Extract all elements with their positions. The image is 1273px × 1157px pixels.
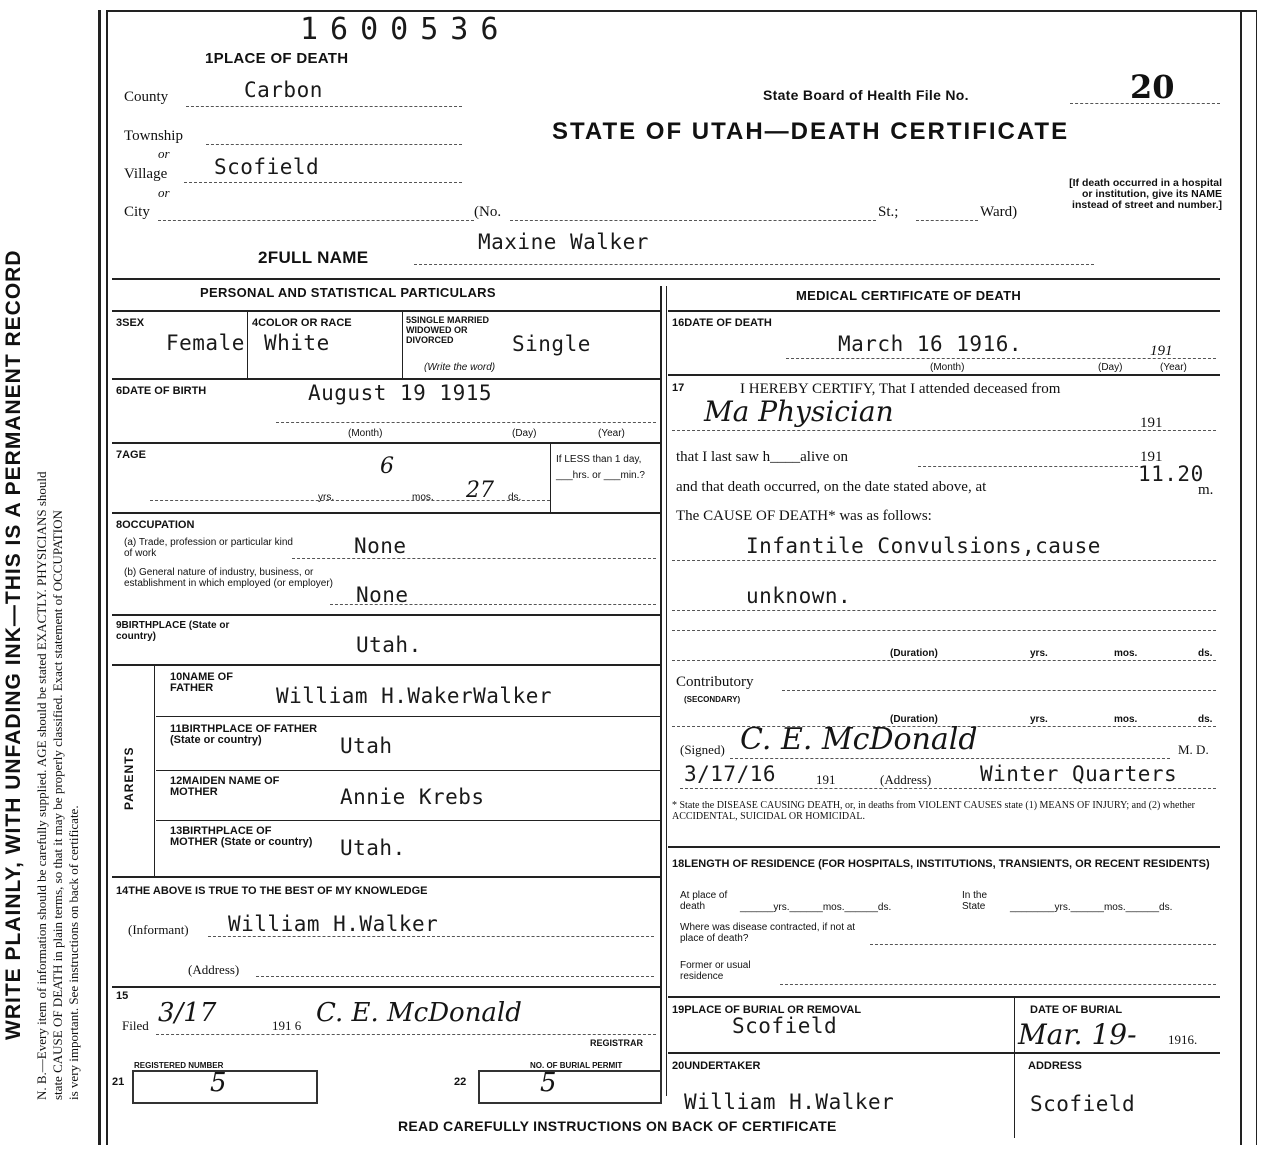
mother-value: Annie Krebs (340, 785, 485, 809)
dob-line (276, 422, 656, 423)
hospital-note: [If death occurred in a hospital or institution, give its NAME instead of street and number.] (1069, 177, 1222, 211)
st-label: St.; (878, 204, 899, 220)
certify-line (672, 430, 1216, 431)
undertaker-address-value: Scofield (1030, 1092, 1136, 1116)
med-row-rule-2 (668, 846, 1220, 848)
instructions-line-3: is very important. See instructions on back of certificate. (66, 805, 81, 1100)
dob-day: (Day) (512, 428, 537, 439)
center-divider-2 (666, 286, 667, 1096)
residence-label: 18LENGTH OF RESIDENCE (FOR HOSPITALS, INSTITUTIONS, TRANSIENTS, OR RECENT RESIDENTS) (672, 858, 1210, 870)
registered-number-label: REGISTERED NUMBER (134, 1061, 224, 1070)
registered-number-value: 5 (210, 1068, 227, 1098)
certify-number: 17 (672, 382, 685, 394)
row-rule-3 (112, 512, 660, 514)
center-divider (660, 286, 662, 1096)
last-saw-text: that I last saw h____alive on (676, 449, 849, 465)
date-of-death-year: (Year) (1160, 362, 1187, 373)
age-line (150, 500, 550, 501)
file-stamp-number: 1600536 (300, 12, 511, 47)
last-saw-line (918, 466, 1138, 467)
duration-line (672, 660, 1216, 661)
burial-divider (1014, 998, 1015, 1138)
in-state-fields: ________yrs.______mos.______ds. (1010, 902, 1173, 913)
county-value: Carbon (244, 78, 323, 102)
or-label-2: or (158, 185, 170, 200)
personal-section-title: PERSONAL AND STATISTICAL PARTICULARS (200, 285, 496, 300)
certify-signature: Ma Physician (704, 395, 894, 428)
age-label: 7AGE (116, 449, 146, 461)
father-label: 10NAME OF FATHER (170, 671, 233, 694)
duration-label: (Duration) (890, 648, 938, 659)
age-mos: mos. (412, 492, 434, 503)
burial-permit-index: 22 (454, 1076, 467, 1088)
sex-color-divider (247, 312, 248, 378)
father-birthplace-value: Utah (340, 734, 393, 758)
ward-line (916, 220, 978, 221)
date-of-death-label: 16DATE OF DEATH (672, 317, 772, 329)
former-residence-label: Former or usual residence (680, 960, 751, 982)
date-of-death-value: March 16 1916. (838, 332, 1023, 356)
right-border (1240, 10, 1242, 1145)
city-line (158, 220, 474, 221)
signed-address-line (680, 788, 1216, 789)
color-label: 4COLOR OR RACE (252, 317, 352, 329)
instructions-line-2: state CAUSE OF DEATH in plain terms, so that it may be properly classified. Exact statement of OCCUPATION (50, 510, 65, 1100)
informant-heading: 14THE ABOVE IS TRUE TO THE BEST OF MY KNOWLEDGE (116, 885, 428, 897)
date-of-death-month: (Month) (930, 362, 965, 373)
father-bp-rule (156, 770, 660, 771)
age-ds: ds. (508, 492, 522, 503)
age-days-value: 27 (466, 478, 494, 503)
village-line (184, 182, 462, 183)
permanent-record-notice: WRITE PLAINLY, WITH UNFADING INK—THIS IS A PERMANENT RECORD (2, 249, 25, 1040)
mother-label: 12MAIDEN NAME OF MOTHER (170, 775, 280, 798)
sex-value: Female (166, 331, 245, 355)
death-time-m: m. (1198, 482, 1214, 498)
at-place-label: At place of death (680, 890, 728, 912)
village-value: Scofield (214, 155, 320, 179)
burial-place-value: Scofield (732, 1014, 838, 1038)
filed-label: Filed (122, 1018, 149, 1033)
former-residence-line (780, 984, 1216, 985)
burial-place-label: 19PLACE OF BURIAL OR REMOVAL (672, 1004, 862, 1016)
or-label-1: or (158, 146, 170, 161)
signed-address-label: (Address) (880, 772, 932, 787)
marital-label: 5SINGLE MARRIED WIDOWED OR DIVORCED (406, 315, 490, 345)
row-rule-5 (112, 664, 660, 666)
contributory-label: Contributory (676, 674, 754, 690)
row-rule-1 (112, 378, 660, 380)
med-row-rule-1 (668, 374, 1220, 376)
full-name-line (414, 264, 1094, 265)
row-rule-7 (112, 986, 660, 988)
undertaker-label: 20UNDERTAKER (672, 1060, 761, 1072)
grid-top-line (112, 278, 1220, 280)
filed-value: 3/17 (158, 998, 217, 1028)
informant-address-line (256, 976, 654, 977)
cause-value-2: unknown. (746, 584, 852, 608)
mother-birthplace-label: 13BIRTHPLACE OF MOTHER (State or country) (170, 825, 313, 848)
township-label: Township (124, 128, 183, 144)
filed-year: 191 6 (272, 1018, 302, 1033)
township-line (206, 144, 462, 145)
full-name-label: 2FULL NAME (258, 248, 369, 267)
signed-191: 191 (816, 772, 836, 787)
duration-mos: mos. (1114, 648, 1138, 659)
state-board-value: 20 (1130, 68, 1175, 106)
color-value: White (264, 331, 330, 355)
medical-title-rule (668, 310, 1220, 312)
marital-note: (Write the word) (424, 362, 496, 373)
where-contracted-label: Where was disease contracted, if not at place of death? (680, 922, 856, 944)
right-border-outer (1256, 10, 1257, 1145)
birthplace-value: Utah. (356, 633, 422, 657)
occupation-a-line (292, 558, 656, 559)
occupation-b-label: (b) General nature of industry, business, or establishment in which employed (or employer) (124, 567, 333, 589)
age-months-value: 6 (380, 454, 394, 479)
med-row-rule-4 (668, 1052, 1220, 1054)
occupation-b-value: None (356, 583, 409, 607)
signed-signature: C. E. McDonald (740, 722, 978, 757)
no-line (510, 220, 876, 221)
signed-address-value: Winter Quarters (980, 762, 1178, 786)
dob-year: (Year) (598, 428, 625, 439)
cause-line-3 (672, 630, 1216, 631)
signed-label: (Signed) (680, 742, 725, 757)
parents-label: PARENTS (122, 746, 136, 810)
ward-label: Ward) (980, 204, 1018, 220)
informant-line (208, 936, 654, 937)
informant-label: (Informant) (128, 922, 189, 937)
cause-label: The CAUSE OF DEATH* was as follows: (676, 508, 932, 524)
informant-address-label: (Address) (188, 962, 240, 977)
instructions-line-1: N. B.—Every item of information should be carefully supplied. AGE should be stated EXACTLY. PHYSICIANS should (34, 471, 49, 1100)
city-label: City (124, 204, 150, 220)
full-name-value: Maxine Walker (478, 230, 649, 254)
secondary-label: (SECONDARY) (684, 695, 741, 704)
burial-date-value: Mar. 19- (1018, 1018, 1137, 1051)
burial-date-year: 1916. (1168, 1032, 1198, 1047)
dob-value: August 19 1915 (308, 381, 493, 405)
marital-value: Single (512, 332, 591, 356)
dob-label: 6DATE OF BIRTH (116, 385, 207, 397)
certify-191: 191 (1140, 415, 1163, 431)
contributory-duration-mos: mos. (1114, 714, 1138, 725)
burial-permit-value: 5 (540, 1068, 557, 1098)
burial-permit-label: NO. OF BURIAL PERMIT (530, 1061, 623, 1070)
footer-instructions: READ CAREFULLY INSTRUCTIONS ON BACK OF CERTIFICATE (398, 1118, 837, 1134)
county-line (186, 106, 462, 107)
contributory-duration-yrs: yrs. (1030, 714, 1048, 725)
burial-permit-box (478, 1070, 662, 1104)
village-label: Village (124, 166, 168, 182)
county-label: County (124, 89, 169, 105)
med-row-rule-3 (668, 996, 1220, 998)
date-of-death-line (786, 358, 1216, 359)
filed-line (156, 1034, 656, 1035)
dob-month: (Month) (348, 428, 383, 439)
state-board-label: State Board of Health File No. (763, 87, 969, 103)
mother-birthplace-value: Utah. (340, 836, 406, 860)
outer-left-border (98, 10, 101, 1145)
age-less-than: If LESS than 1 day, ___hrs. or ___min.? (556, 454, 645, 481)
contributory-duration-ds: ds. (1198, 714, 1213, 725)
cause-line-2 (672, 610, 1216, 611)
parents-divider (154, 666, 155, 876)
date-of-death-year-print: 191 (1150, 343, 1173, 359)
personal-title-rule (112, 310, 660, 312)
medical-section-title: MEDICAL CERTIFICATE OF DEATH (796, 288, 1022, 303)
registrar-label: REGISTRAR (590, 1038, 644, 1048)
cause-value-1: Infantile Convulsions,cause (746, 534, 1101, 558)
age-less-divider (550, 444, 551, 512)
where-contracted-line (870, 944, 1216, 945)
father-rule (156, 716, 660, 717)
at-place-fields: ______yrs.______mos.______ds. (740, 902, 892, 913)
mother-rule (156, 820, 660, 821)
undertaker-address-label: ADDRESS (1028, 1060, 1082, 1072)
contributory-duration-label: (Duration) (890, 714, 938, 725)
death-at-text: and that death occurred, on the date stated above, at (676, 479, 987, 495)
place-of-death-label: 1PLACE OF DEATH (205, 50, 349, 67)
certify-text: I HEREBY CERTIFY, That I attended deceased from (740, 381, 1061, 397)
death-time-value: 11.20 (1138, 462, 1204, 486)
inner-left-border (106, 10, 108, 1145)
undertaker-value: William H.Walker (684, 1090, 895, 1114)
sex-label: 3SEX (116, 317, 145, 329)
birthplace-label: 9BIRTHPLACE (State or country) (116, 620, 230, 642)
duration-ds: ds. (1198, 648, 1213, 659)
burial-date-label: DATE OF BURIAL (1030, 1004, 1123, 1016)
registered-number-index: 21 (112, 1076, 125, 1088)
informant-value: William H.Walker (228, 912, 439, 936)
occupation-a-label: (a) Trade, profession or particular kind of work (124, 537, 293, 559)
last-saw-191: 191 (1140, 449, 1163, 465)
cause-line-1 (672, 560, 1216, 561)
occupation-a-value: None (354, 534, 407, 558)
row-rule-6 (112, 876, 660, 878)
row-rule-4 (112, 614, 660, 616)
duration-yrs: yrs. (1030, 648, 1048, 659)
occupation-label: 8OCCUPATION (116, 519, 195, 531)
date-of-death-day: (Day) (1098, 362, 1123, 373)
no-label: (No. (474, 204, 502, 220)
md-label: M. D. (1178, 742, 1209, 757)
row-rule-2 (112, 442, 660, 444)
age-yrs: yrs. (318, 492, 335, 503)
father-birthplace-label: 11BIRTHPLACE OF FATHER (State or country) (170, 723, 318, 746)
color-marital-divider (402, 312, 403, 378)
father-value: William H.WakerWalker (276, 684, 553, 708)
signed-date-value: 3/17/16 (684, 762, 777, 786)
in-state-label: In the State (962, 890, 988, 912)
signed-line (730, 758, 1170, 759)
registrar-signature: C. E. McDonald (316, 998, 522, 1028)
contributory-line (782, 690, 1216, 691)
certificate-title: STATE OF UTAH—DEATH CERTIFICATE (552, 118, 1070, 145)
top-border (106, 10, 1256, 12)
filed-number: 15 (116, 990, 129, 1002)
cause-footnote: * State the DISEASE CAUSING DEATH, or, in deaths from VIOLENT CAUSES state (1) MEANS OF INJURY; and (2) whether ACCIDENTAL, SUICIDAL OR HOMICIDAL. (672, 800, 1195, 822)
